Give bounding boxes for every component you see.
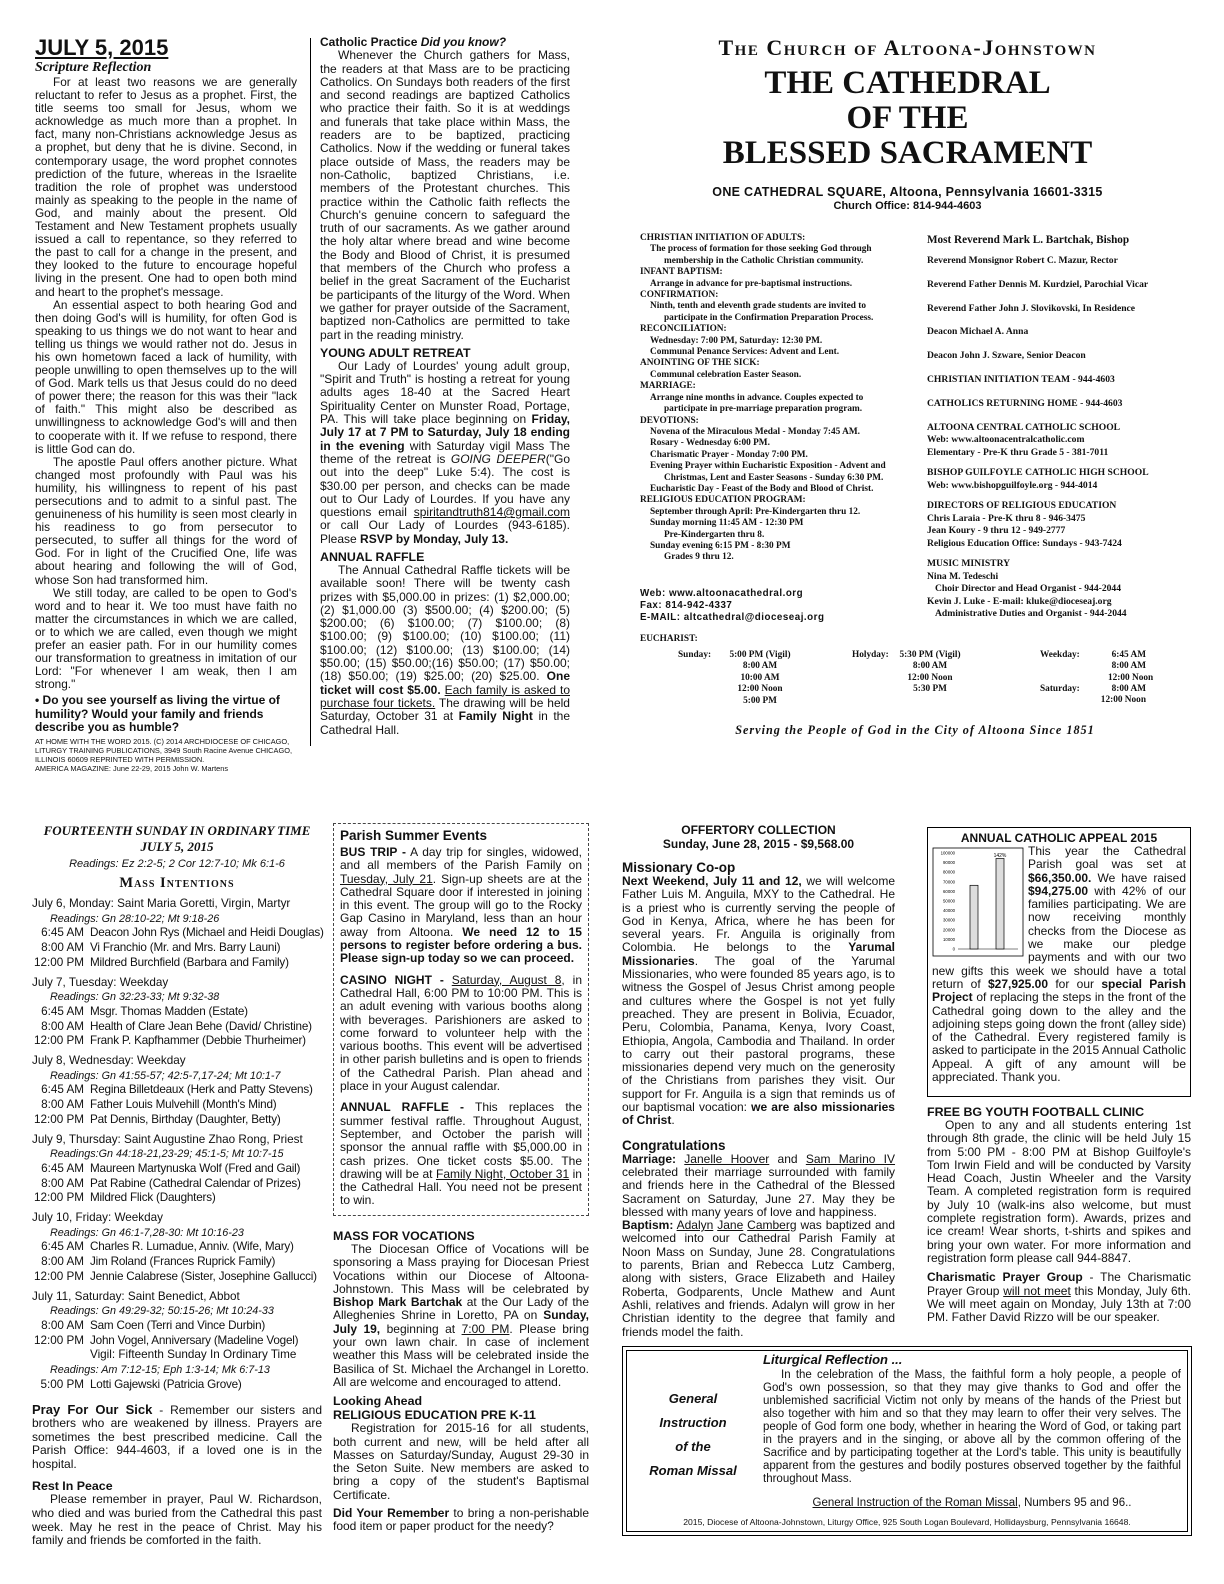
mass-intention-text: Jim Roland (Frances Ruprick Family) xyxy=(90,1255,276,1269)
scripture-p3: The apostle Paul offers another picture. What changed most profoundly with Paul was his humility, his willingness to repent of his past persecutions and to admit to a sinful past. The genuineness of his humility is seen most clearly in his readiness to go from persecutor to persecuted, to suffer all things for the word of God. For in light of the Crucified One, life was about hearing and following the will of God, whose Son had transformed him. xyxy=(35,454,297,587)
sunday-time: 5:00 PM (Vigil) xyxy=(729,650,791,660)
weekday-time: 12:00 Noon xyxy=(1108,672,1154,683)
cathedral-title-3: BLESSED SACRAMENT xyxy=(722,135,1093,171)
mass-day: July 11, Saturday: Saint Benedict, Abbot xyxy=(32,1289,240,1303)
casino-night: CASINO NIGHT - Saturday, August 8, in Cathedral Hall, 6:00 PM to 10:00 PM. This is an adult evening with various booths along with beverages. Parishioners are asked to come forward to volunteer help with the various booths. This event will be advertised in other parish bulletins and is open to friends of the Cathedral Parish. Plan ahead and place in your August calendar. xyxy=(340,972,583,1094)
mass-intention-text: Msgr. Thomas Madden (Estate) xyxy=(90,1004,248,1018)
sunday-time: 10:00 AM xyxy=(740,672,780,683)
mass-intention xyxy=(32,1378,322,1393)
bus-trip: BUS TRIP - A day trip for singles, widowed, and all members of the Parish Family on Tuesday, July 21. Sign-up sheets are at the Cathedral Square door if interested in joining in this event. The group will go to the Rocky Gap Casino in Maryland, less than an hour away from Altoona. We need 12 to 15 persons to register before ordering a bus. Please sign-up today so we can proceed. xyxy=(340,845,582,966)
scripture-p1: For at least two reasons we are generally reluctant to refer to Jesus as a prophet. First, the title seems too small for Jesus, whom we acknowledge as much more than a prophet. In fact, many non-Christians acknowledge Jesus as a prophet, but deny that he is divine. Second, in contemporary usage, the word prophet connotes prediction of the future, whereas in the Israelite tradition the role of prophet was understood mainly as speaking to the people in the name of God, and mainly about the present. Old Testament and New Testament prophets usually issued a call to repentance, so they referred to the past to call for a change in the present, and they looked to the future to encourage hopeful living in the present. One had to open both mind and heart to the prophet's message. xyxy=(35,75,297,299)
mass-time: 8:00 AM xyxy=(41,1019,84,1033)
music-3: Kevin J. Luke - E-mail: kluke@dioceseaj.org xyxy=(927,595,1112,607)
credit-1: AT HOME WITH THE WORD 2015. (C) 2014 ARCHDIOCESE OF CHICAGO, LITURGY TRAINING PUBLICATIONS, 3949 South Racine Avenue CHICAGO, ILLINOIS 60609 REPRINTED WITH PERMISSION. xyxy=(35,736,292,764)
bar xyxy=(996,858,1004,949)
summer-raffle: ANNUAL RAFFLE - This replaces the summer festival raffle. Throughout August, September, and October the parish will sponsor the annual raffle with $5,000.00 in cash prizes. One ticket costs $5.00. The drawing will be at Family Night, October 31 in the Cathedral Hall. You need not be present to win. xyxy=(340,1100,582,1208)
clergy-item: Reverend Monsignor Robert C. Mazur, Rector xyxy=(927,255,1118,266)
mass-time: 12:00 PM xyxy=(33,1112,84,1126)
mass-intention xyxy=(32,1113,322,1128)
liturgical-side-line: of the xyxy=(675,1439,711,1454)
school-1-web: Web: www.altoonacentralcatholic.com xyxy=(927,434,1085,446)
vocations-section xyxy=(333,1225,589,1534)
mass-intention-text: Mildred Burchfield (Barbara and Family) xyxy=(90,955,289,969)
sacrament-line: Communal celebration Easter Season. xyxy=(650,369,802,380)
sunday-time: 12:00 Noon xyxy=(737,684,783,695)
email-link[interactable]: E-MAIL: altcathedral@dioceseaj.org xyxy=(640,612,825,623)
music-4: Administrative Duties and Organist - 944-2044 xyxy=(935,608,1127,620)
mass-readings: Readings: Gn 46:1-7,28-30: Mt 10:16-23 xyxy=(50,1226,244,1239)
school-1-phone: Elementary - Pre-K thru Grade 5 - 381-7011 xyxy=(927,446,1109,458)
sacrament-line: Arrange in advance for pre-baptismal instructions. xyxy=(650,278,853,289)
mass-day: July 7, Tuesday: Weekday xyxy=(32,975,169,989)
mass-intention xyxy=(32,1083,322,1098)
sacrament-line: Eucharistic Day - Feast of the Body and Blood of Christ. xyxy=(650,483,874,494)
offertory-title: OFFERTORY COLLECTION xyxy=(681,823,836,837)
mass-time: 6:45 AM xyxy=(41,926,84,940)
mass-intentions-title: Mass Intentions xyxy=(119,875,235,891)
mass-time: 6:45 AM xyxy=(41,1240,84,1254)
sunday-readings: Readings: Ez 2:2-5; 2 Cor 12:7-10; Mk 6:1-6 xyxy=(69,858,285,870)
football-title: FREE BG YOUTH FOOTBALL CLINIC xyxy=(927,1105,1145,1119)
cathedral-title-2: OF THE xyxy=(846,100,969,136)
clergy-item: Deacon John J. Szware, Senior Deacon xyxy=(927,350,1086,362)
mass-intention xyxy=(32,1191,322,1206)
dre-2: Jean Koury - 9 thru 12 - 949-2777 xyxy=(927,525,1066,537)
fax-number: Fax: 814-942-4337 xyxy=(640,600,733,611)
summer-events-box xyxy=(333,823,589,1216)
sacrament-line: Sunday morning 11:45 AM - 12:30 PM xyxy=(650,518,804,529)
weekday-times xyxy=(1108,650,1154,684)
school-1: ALTOONA CENTRAL CATHOLIC SCHOOL xyxy=(927,421,1121,433)
sacrament-line: Wednesday: 7:00 PM, Saturday: 12:30 PM. xyxy=(650,335,823,346)
y-tick-label: 40000 xyxy=(943,908,955,914)
sacrament-line: Christmas, Lent and Easter Seasons - Sunday 6:30 PM. xyxy=(664,472,884,483)
mass-time: 8:00 AM xyxy=(41,1255,84,1269)
mass-time: 12:00 PM xyxy=(33,1269,84,1283)
young-adult-body: Our Lady of Lourdes' young adult group, "Spirit and Truth" is hosting a retreat for young adults ages 18-40 at the Sacred Heart Spirituality Center on Munster Road, Portage, PA. This will take place beginning on Friday, July 17 at 7 PM to Saturday, July 18 ending in the evening with Saturday vigil Mass The theme of the retreat is GOING DEEPER("Go out into the deep" Luke 5:4). The cost is $30.00 per person, and checks can be made out to Our Lady of Lourdes. If you have any questions email spiritandtruth814@gmail.com or call Our Lady of Lourdes (943-6185). Please RSVP by Monday, July 13. xyxy=(320,358,570,546)
appeal-body: This year the Cathedral Parish goal was set at $66,350.00. We have raised $94,275.00 with 42% of our families participating. We are now receiving monthly checks from the Diocese as we make our pledge payments and with our two new gifts this week we should have a total return of $27,925.00 for our special Parish Project of replacing the steps in the front of the Cathedral going down to the alley and the adjoining steps going down the front (alley side) of the Cathedral. Every registered family is asked to participate in the 2015 Annual Catholic Appeal. A gift of any amount will be appreciated. Thank you. xyxy=(932,844,1187,1085)
summer-title: Parish Summer Events xyxy=(340,828,488,843)
credit-2: AMERICA MAGAZINE: June 22-29, 2015 John W. Martens xyxy=(35,763,229,773)
dre-1: Chris Laraia - Pre-K thru 8 - 946-3475 xyxy=(927,512,1086,524)
mass-intention-text: Jennie Calabrese (Sister, Josephine Gallucci) xyxy=(90,1269,317,1283)
catholic-practice-subtitle: Did you know? xyxy=(420,35,507,49)
religious-ed-body: Registration for 2015-16 for all students, both current and new, will be held after all Masses on Saturday/Sunday, August 29-30 in the Seton Suite. New members are asked to bring a copy of the student's Baptismal Certificate. xyxy=(333,1421,589,1502)
liturgical-reference: General Instruction of the Roman Missal, Numbers 95 and 96.. xyxy=(812,1497,1132,1509)
saturday-label: Saturday: xyxy=(1040,684,1080,694)
cathedral-title-1: THE CATHEDRAL xyxy=(764,65,1051,101)
mass-intention-text: Pat Rabine (Cathedral Calendar of Prizes) xyxy=(90,1176,301,1190)
sacrament-heading: INFANT BAPTISM: xyxy=(640,267,723,278)
scripture-p2: An essential aspect to both hearing God and then doing God's will is humility, for often God is speaking to us things we do not want to hear and telling us things we would rather not do. Jesus in his own hometown faced a lack of humility, with people unwilling to open themselves up to the will of God. Mark tells us that Jesus could do no deed of power there; the reason for this was their "lack of faith." This might also be described as unwillingness to acknowledge God's will and then to cooperate with it. If we refuse to respond, there is little God can do. xyxy=(35,297,297,456)
raffle-body: The Annual Cathedral Raffle tickets will be available soon! There will be twenty cash prizes with $5,000.00 in prizes: (1) $2,000.00; (2) $1,000.00 (3) $500.00; (4) $200.00; (5) $200.00; (6) $100.00; (7) $100.00; (8) $100.00; (9) $100.00; (10) $100.00; (11) $100.00; (12) $100.00; (13) $100.00; (14) $50.00; (15) $50.00;(16) $50.00; (17) $50.00; (18) $50.00; (19) $25.00; (20) $25.00. One ticket will cost $5.00. Each family is asked to purchase four tickets. The drawing will be held Saturday, October 31 at Family Night in the Cathedral Hall. xyxy=(320,562,570,737)
clergy-item: CHRISTIAN INITIATION TEAM - 944-4603 xyxy=(927,373,1115,385)
holyday-time: 12:00 Noon xyxy=(907,672,953,683)
eucharist-label: EUCHARIST: xyxy=(640,634,698,644)
mass-intention-text: Frank P. Kapfhammer (Debbie Thurheimer) xyxy=(90,1034,306,1048)
mass-time: 12:00 PM xyxy=(33,1191,84,1205)
rip-body: Please remember in prayer, Paul W. Richardson, who died and was buried from the Cathedral this past week. May he rest in the peace of Christ. May his family and friends be comforted in the faith. xyxy=(32,1492,322,1548)
mass-time: 5:00 PM xyxy=(40,1377,84,1391)
mass-intention xyxy=(32,1020,322,1035)
looking-ahead: Looking Ahead xyxy=(333,1394,423,1409)
dre-3: Religious Education Office: Sundays - 943-7424 xyxy=(927,537,1122,549)
football-section xyxy=(927,1101,1191,1324)
clergy-item: Reverend Father Dennis M. Kurdziel, Parochial Vicar xyxy=(927,278,1149,290)
mass-day: July 10, Friday: Weekday xyxy=(32,1211,163,1225)
bar-annotation: 142% xyxy=(993,852,1007,859)
football-body: Open to any and all students entering 1st through 8th grade, the clinic will be held July 15 from 5:00 PM - 8:00 PM at Bishop Guilfoyle's Tom Irwin Field and will be conducted by Varsity Head Coach, Justin Wheeler and the Varsity Team. A completed registration form is required by July 10 (walk-ins also welcome, but must complete registration form). Awards, prizes and ice cream! Wear shorts, t-shirts and spikes and bring your own water. For more information and registration form please call 944-8847. xyxy=(927,1118,1191,1265)
mass-readings: Readings: Gn 49:29-32; 50:15-26; Mt 10:24-33 xyxy=(50,1305,274,1318)
mass-intention-text: John Vogel, Anniversary (Madeline Vogel) xyxy=(90,1333,299,1347)
mass-day: July 9, Thursday: Saint Augustine Zhao Rong, Priest xyxy=(32,1132,303,1146)
mass-intention xyxy=(32,1177,322,1192)
vigil-title: Vigil: Fifteenth Sunday In Ordinary Time xyxy=(90,1348,297,1362)
mass-intention xyxy=(32,941,322,956)
y-tick-label: 0 xyxy=(952,946,955,952)
religious-ed-title: RELIGIOUS EDUCATION PRE K-11 xyxy=(333,1408,536,1423)
rip-title: Rest In Peace xyxy=(32,1479,113,1494)
mass-intention-text: Pat Dennis, Birthday (Daughter, Betty) xyxy=(90,1112,281,1126)
mass-intention xyxy=(32,1098,322,1113)
vocations-body: The Diocesan Office of Vocations will be sponsoring a Mass praying for Diocesan Priest Vocations within our Diocese of Altoona-Johnstown. This Mass will be celebrated by Bishop Mark Bartchak at the Our Lady of the Alleghenies Shrine in Loretto, PA on Sunday, July 19, beginning at 7:00 PM. Please bring your own lawn chair. In case of inclement weather this Mass will be celebrated inside the Basilica of St. Michael the Archangel in Loretto. All are welcome and encouraged to attend. xyxy=(333,1242,589,1389)
sacrament-line: Ninth, tenth and eleventh grade students are invited to xyxy=(650,301,866,312)
mass-intention-text: Sam Coen (Terri and Vince Durbin) xyxy=(90,1318,266,1332)
sacrament-line: Arrange nine months in advance. Couples expected to xyxy=(650,392,864,403)
website-link[interactable]: Web: www.altoonacathedral.org xyxy=(640,588,804,599)
music-title: MUSIC MINISTRY xyxy=(927,558,1011,570)
sunday-time: 8:00 AM xyxy=(742,661,778,672)
mass-intention xyxy=(32,956,322,971)
sacrament-line: Grades 9 thru 12. xyxy=(664,552,734,563)
y-tick-label: 90000 xyxy=(943,860,955,866)
bar xyxy=(970,885,978,949)
reflection-question: • Do you see yourself as living the virtue of humility? Would your family and friends describe you as humble? xyxy=(35,693,280,735)
retreat-email-link[interactable]: spiritandtruth814@gmail.com xyxy=(413,505,570,520)
mass-intention xyxy=(32,1319,322,1334)
mass-readings: Readings: Gn 28:10-22; Mt 9:18-26 xyxy=(50,912,220,925)
mass-readings: Readings: Gn 32:23-33; Mt 9:32-38 xyxy=(50,991,220,1004)
scripture-title: Scripture Reflection xyxy=(35,60,152,75)
holyday-time: 8:00 AM xyxy=(912,661,948,672)
liturgical-side xyxy=(629,1387,757,1483)
mass-intention xyxy=(32,1240,322,1255)
mass-time: 6:45 AM xyxy=(41,1161,84,1175)
clergy-directory xyxy=(927,233,1192,621)
mass-intentions-column xyxy=(32,823,322,1548)
mass-intention-text: Health of Clare Jean Behe (David/ Christine) xyxy=(90,1019,312,1033)
offertory-amount: Sunday, June 28, 2015 - $9,568.00 xyxy=(662,837,855,851)
church-office-phone: Church Office: 814-944-4603 xyxy=(833,200,982,212)
sunday-date: JULY 5, 2015 xyxy=(140,839,214,854)
masthead xyxy=(625,36,1190,213)
mass-intention-text: Mildred Flick (Daughters) xyxy=(90,1191,216,1205)
sunday-label: Sunday: xyxy=(678,650,712,660)
music-1: Nina M. Tedeschi xyxy=(927,570,999,582)
sacrament-line: September through April: Pre-Kindergarten thru 12. xyxy=(650,506,861,517)
appeal-chart xyxy=(932,847,1024,957)
dre-title: DIRECTORS OF RELIGIOUS EDUCATION xyxy=(927,500,1117,512)
missionary-title: Missionary Co-op xyxy=(622,860,736,875)
did-you-remember: Did Your Remember to bring a non-perishable food item or paper product for the needy? xyxy=(333,1506,589,1534)
church-name: The Church of Altoona-Johnstown xyxy=(718,35,1097,60)
saturday-times xyxy=(1095,684,1146,707)
sacrament-line: Charismatic Prayer - Monday 7:00 PM. xyxy=(650,449,808,460)
sacrament-heading: DEVOTIONS: xyxy=(640,415,699,426)
mass-day: July 8, Wednesday: Weekday xyxy=(32,1054,186,1068)
sacrament-line: participate in pre-marriage preparation program. xyxy=(664,404,863,415)
sacraments-list xyxy=(640,233,915,564)
y-tick-label: 60000 xyxy=(943,888,955,894)
sick-section: Pray For Our Sick - Remember our sisters and brothers who are weakened by illness. Prayers are sometimes the best prescribed medicine. Call the Parish Office: 944-4603, if a loved one is in the hospital. xyxy=(32,1401,322,1471)
date-heading: JULY 5, 2015 xyxy=(35,35,169,60)
mass-days xyxy=(32,897,322,1393)
mass-intention xyxy=(32,1034,322,1049)
sunday-title: FOURTEENTH SUNDAY IN ORDINARY TIME xyxy=(43,823,311,838)
sacrament-line: Rosary - Wednesday 6:00 PM. xyxy=(650,438,770,449)
marriage-announcement: Marriage: Janelle Hoover and Sam Marino IV celebrated their marriage surrounded with family and friends here in the Cathedral of the Blessed Sacrament on Saturday, June 27. May they be blessed with many years of love and happiness. xyxy=(622,1151,896,1219)
congrats-title: Congratulations xyxy=(622,1137,726,1153)
mass-time: 8:00 AM xyxy=(41,1176,84,1190)
mass-time: 12:00 PM xyxy=(33,1034,84,1048)
holyday-time: 5:30 PM (Vigil) xyxy=(899,650,961,660)
mass-intention-text: Regina Billetdeaux (Herk and Patty Stevens) xyxy=(90,1083,313,1097)
mass-day: July 6, Monday: Saint Maria Goretti, Virgin, Martyr xyxy=(32,897,291,910)
mass-time: 12:00 PM xyxy=(33,955,84,969)
mass-intention-text: Deacon John Rys (Michael and Heidi Douglas) xyxy=(90,926,324,940)
missionary-body: Next Weekend, July 11 and 12, we will welcome Father Luis M. Anguila, MXY to the Cathedral. He is a priest who is currently serving the people of God in Kenya, Africa, where he has been for several years. Fr. Anguila is originally from Colombia. He belongs to the Yarumal Missionaries. The goal of the Yarumal Missionaries, who were founded 85 years ago, is to witness the Gospel of Jesus Christ among people and cultures where the Gospel is not yet fully preached. They are present in Bolivia, Ecuador, Peru, Colombia, Panama, Kenya, Ivory Coast, Ethiopia, Angola, Cambodia and Thailand. In order to carry out their pastoral programs, these missionaries depend very much on the generosity of the Christians from parishes they visit. Our support for Fr. Anguila is a sign that reminds us of our baptismal vocation: we are also missionaries of Christ. xyxy=(622,874,895,1128)
sacrament-line: participate in the Confirmation Preparation Process. xyxy=(664,312,874,323)
y-tick-label: 70000 xyxy=(943,879,955,885)
weekday-time: 8:00 AM xyxy=(1111,661,1146,672)
sunday-time: 5:00 PM xyxy=(743,695,777,706)
mass-time: 6:45 AM xyxy=(41,1083,84,1097)
mass-intention xyxy=(32,1270,322,1285)
y-tick-label: 100000 xyxy=(940,850,955,856)
mass-intention xyxy=(32,926,322,941)
scripture-p4: We still today, are called to be open to God's word and to hear it. We too must have faith no matter the circumstances in which we are called, or to which we are called, even though we might prefer an easier path. For in our humility comes our transformation to greatness in imitation of our Lord: "For whenever I am weak, then I am strong." xyxy=(35,585,297,692)
vocations-title: MASS FOR VOCATIONS xyxy=(333,1229,475,1243)
liturgical-box xyxy=(622,1346,1192,1536)
y-tick-label: 50000 xyxy=(943,898,955,904)
charismatic-prayer: Charismatic Prayer Group - The Charismatic Prayer Group will not meet this Monday, July 6th. We will meet again on Monday, July 13th at 7:00 PM. Father David Rizzo will be our speaker. xyxy=(927,1270,1191,1325)
tagline: Serving the People of God in the City of Altoona Since 1851 xyxy=(735,723,1095,737)
saturday-time: 8:00 AM xyxy=(1111,684,1146,694)
appeal-title: ANNUAL CATHOLIC APPEAL 2015 xyxy=(960,831,1158,845)
middle-column xyxy=(320,36,570,737)
baptism-announcement: Baptism: Adalyn Jane Camberg was baptized and welcomed into our Cathedral Parish Family at Noon Mass on Sunday, June 28. Congratulations to parents, Brian and Rebecca Lutz Camberg, along with sisters, Grace Elizabeth and Hailey Roberta, Godparents, Uncle Mathew and Aunt Ashli, relatives and friends. Adalyn will grow in her Christian identity to the degree that family and friends model the faith. xyxy=(622,1218,896,1339)
school-2-web: Web: www.bishopguilfoyle.org - 944-4014 xyxy=(927,479,1098,491)
sacrament-line: Sunday evening 6:15 PM - 8:30 PM xyxy=(650,540,791,551)
sacrament-line: Pre-Kindergarten thru 8. xyxy=(664,529,765,540)
mass-intention xyxy=(32,1255,322,1270)
mass-readings: Readings: Gn 41:55-57; 42:5-7,17-24; Mt 10:1-7 xyxy=(50,1069,281,1082)
sunday-times xyxy=(720,650,800,707)
liturgical-credit: 2015, Diocese of Altoona-Johnstown, Liturgy Office, 925 South Logan Boulevard, Hollidaysburg, Pennsylvania 16648. xyxy=(683,1517,1131,1527)
eucharist-schedule xyxy=(640,650,1190,712)
mass-time: 8:00 AM xyxy=(41,1318,84,1332)
holyday-times xyxy=(890,650,970,696)
sacrament-heading: ANOINTING OF THE SICK: xyxy=(640,358,760,369)
raffle-title: ANNUAL RAFFLE xyxy=(320,549,425,564)
clergy-item: Deacon Michael A. Anna xyxy=(927,326,1029,338)
mass-time: 6:45 AM xyxy=(41,1004,84,1018)
address: ONE CATHEDRAL SQUARE, Altoona, Pennsylvania 16601-3315 xyxy=(712,185,1103,199)
mass-intention xyxy=(32,1334,322,1349)
y-tick-label: 80000 xyxy=(943,869,955,875)
catholic-practice-body: Whenever the Church gathers for Mass, the readers at that Mass are to be practicing Catholics. On Sundays both readers of the first and second readings are baptized Catholics who practice their faith. So it is at weddings and funerals that take place within Mass, the readers are to be baptized, practicing Catholics. Now if the wedding or funeral takes place outside of Mass, the readers may be non-Catholic, baptized Christians, i.e. members of the Protestant churches. This practice within the Catholic faith reflects the Church's genuine concern to safeguard the truth of our sacraments. As we gather around the holy altar where bread and wine become the Body and Blood of Christ, it is presumed that members of the Church who profess a belief in the great Sacrament of the Eucharist be participants of the liturgy of the Word. When we gather for prayer outside of the Sacrament, baptized non-Catholics are permitted to take part in the reading ministry. xyxy=(320,48,570,342)
sacrament-line: Evening Prayer within Eucharistic Exposition - Advent and xyxy=(650,461,886,472)
weekday-label: Weekday: xyxy=(1040,650,1080,660)
liturgical-side-line: Instruction xyxy=(659,1415,727,1430)
mass-intention-text: Lotti Gajewski (Patricia Grove) xyxy=(90,1377,242,1391)
column-divider xyxy=(310,38,311,746)
school-2: BISHOP GUILFOYLE CATHOLIC HIGH SCHOOL xyxy=(927,467,1149,479)
contact-info xyxy=(640,588,920,624)
clergy-item: CATHOLICS RETURNING HOME - 944-4603 xyxy=(927,397,1123,409)
scripture-column xyxy=(35,36,297,773)
liturgical-body: In the celebration of the Mass, the faithful form a holy people, a people of God's own possession, so that they may give thanks to God and offer the unblemished sacrificial Victim not only by means of the hands of the Priest but also together with him and so that they may learn to offer their very selves. The people of God form one body, whether in hearing the Word of God, or taking part in the prayers and in the singing, or above all by the common offering of the Sacrifice and by participating together at the Lord's table. This unity is beautifully apparent from the gestures and bodily postures observed together by the faithful throughout Mass. xyxy=(763,1369,1181,1485)
sacrament-line: The process of formation for those seeking God through xyxy=(650,244,872,255)
holyday-label: Holyday: xyxy=(852,650,889,660)
weekday-time: 6:45 AM xyxy=(1111,650,1146,660)
mass-intention-text: Vi Franchio (Mr. and Mrs. Barry Launi) xyxy=(90,941,281,955)
young-adult-title: YOUNG ADULT RETREAT xyxy=(320,345,471,360)
mass-readings: Readings:Gn 44:18-21,23-29; 45:1-5; Mt 10:7-15 xyxy=(50,1148,284,1161)
sacrament-heading: RELIGIOUS EDUCATION PROGRAM: xyxy=(640,495,806,506)
mass-time: 12:00 PM xyxy=(33,1333,84,1347)
sacrament-line: Novena of the Miraculous Medal - Monday 7:45 AM. xyxy=(650,426,860,437)
catholic-practice-heading xyxy=(320,36,570,49)
sacrament-heading: CONFIRMATION: xyxy=(640,290,719,301)
sacrament-heading: CHRISTIAN INITIATION OF ADULTS: xyxy=(640,233,806,243)
sacrament-line: Communal Penance Services: Advent and Lent. xyxy=(650,347,840,358)
liturgical-side-line: Roman Missal xyxy=(649,1463,737,1478)
appeal-box xyxy=(927,827,1191,1097)
music-2: Choir Director and Head Organist - 944-2044 xyxy=(935,583,1122,595)
mass-time: 8:00 AM xyxy=(41,941,84,955)
holyday-time: 5:30 PM xyxy=(913,684,947,695)
catholic-practice-title: Catholic Practice xyxy=(320,35,418,49)
mass-time: 8:00 AM xyxy=(41,1098,84,1112)
sacrament-line: membership in the Catholic Christian community. xyxy=(664,255,864,266)
sacrament-heading: MARRIAGE: xyxy=(640,381,696,392)
offertory-column xyxy=(622,823,895,1339)
liturgical-side-line: General xyxy=(668,1391,718,1406)
mass-intention-text: Father Louis Mulvehill (Month's Mind) xyxy=(90,1098,277,1112)
mass-intention-text: Maureen Martynuska Wolf (Fred and Gail) xyxy=(90,1161,301,1175)
liturgical-title: Liturgical Reflection ... xyxy=(763,1352,903,1367)
bishop: Most Reverend Mark L. Bartchak, Bishop xyxy=(927,234,1130,246)
mass-intention xyxy=(32,1162,322,1177)
mass-intention xyxy=(32,1005,322,1020)
y-tick-label: 10000 xyxy=(943,936,955,942)
y-tick-label: 20000 xyxy=(943,927,955,933)
mass-readings: Readings: Am 7:12-15; Eph 1:3-14; Mk 6:7-13 xyxy=(50,1364,270,1377)
saturday-time: 12:00 Noon xyxy=(1100,695,1146,706)
sacrament-heading: RECONCILIATION: xyxy=(640,324,727,335)
mass-intention-text: Charles R. Lumadue, Anniv. (Wife, Mary) xyxy=(90,1240,294,1254)
y-tick-label: 30000 xyxy=(943,917,955,923)
clergy-item: Reverend Father John J. Slovikovski, In Residence xyxy=(927,302,1136,314)
